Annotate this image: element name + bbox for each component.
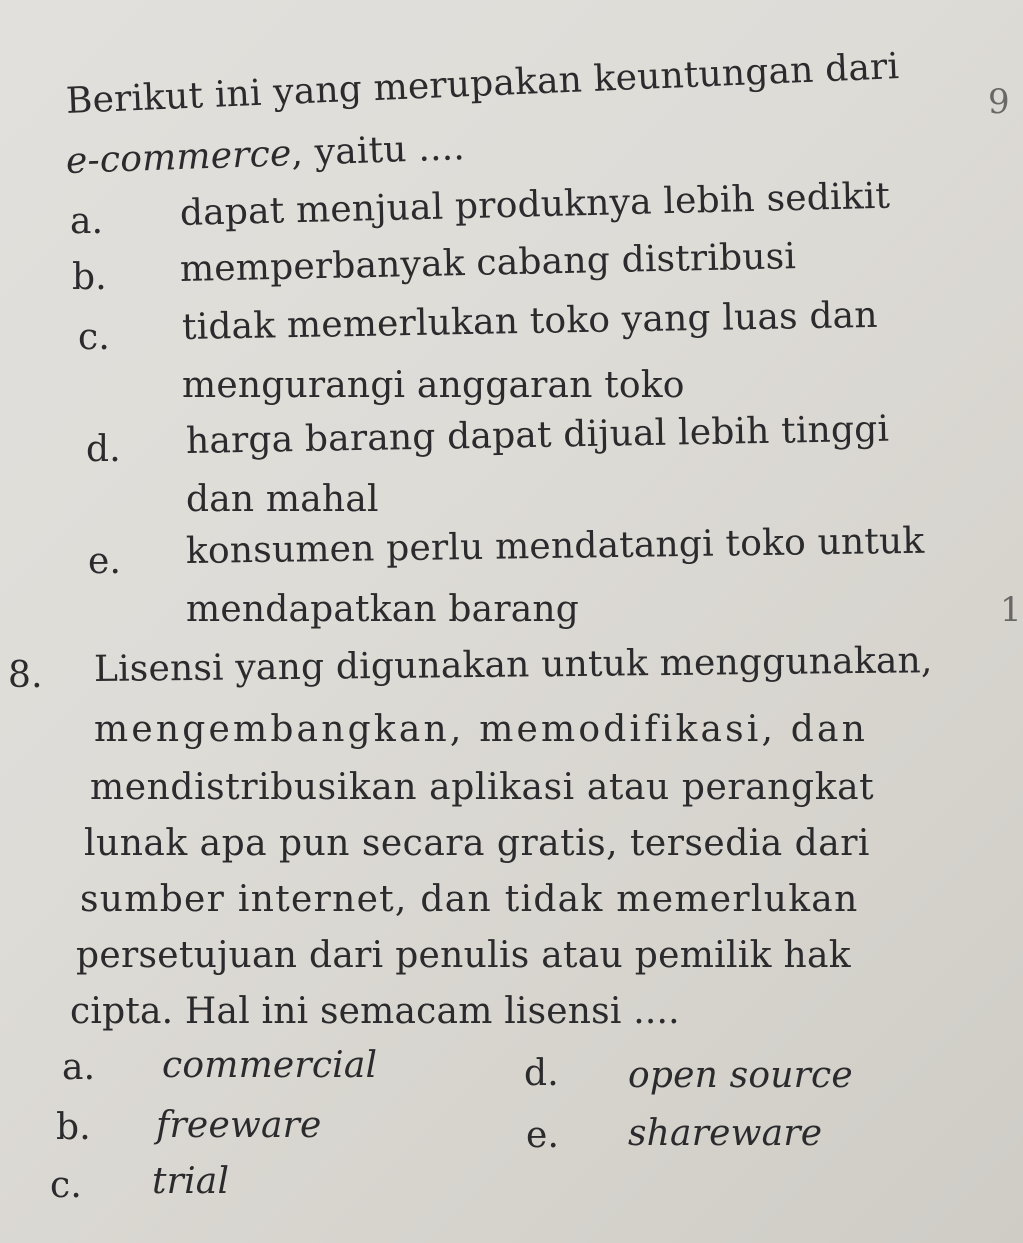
q8-option-e-letter: e. bbox=[526, 1115, 560, 1156]
q7-option-e-letter: e. bbox=[88, 541, 122, 582]
q8-option-e-text: shareware bbox=[628, 1113, 823, 1154]
q7-option-a-letter: a. bbox=[70, 201, 104, 242]
q8-number: 8. bbox=[8, 655, 43, 696]
edge-mark-mid-right: 1 bbox=[1000, 590, 1022, 630]
q7-option-a-text: dapat menjual produknya lebih sedikit bbox=[179, 175, 891, 234]
q8-stem-line-7: cipta. Hal ini semacam lisensi .... bbox=[70, 991, 680, 1032]
q7-option-c-letter: c. bbox=[78, 317, 111, 358]
q8-option-a-letter: a. bbox=[62, 1047, 96, 1088]
q7-option-e-text-line-1: konsumen perlu mendatangi toko untuk bbox=[185, 520, 925, 572]
q7-option-d-letter: d. bbox=[86, 429, 121, 470]
q8-stem-line-2: mengembangkan, memodifikasi, dan bbox=[94, 709, 869, 750]
q8-stem-line-4: lunak apa pun secara gratis, tersedia dari bbox=[84, 823, 870, 864]
q7-stem-line-2-rest: , yaitu .... bbox=[290, 127, 466, 175]
q7-option-b-letter: b. bbox=[72, 257, 107, 298]
q7-term-ecommerce: e-commerce bbox=[65, 133, 293, 182]
q7-option-d-text-line-1: harga barang dapat dijual lebih tinggi bbox=[185, 408, 890, 462]
q8-option-a-text: commercial bbox=[162, 1045, 378, 1086]
q7-option-c-text-line-1: tidak memerlukan toko yang luas dan bbox=[181, 294, 879, 348]
edge-mark-top-right: 9 bbox=[988, 82, 1010, 122]
q7-option-c-text-line-2: mengurangi anggaran toko bbox=[182, 365, 685, 406]
q7-option-b-text: memperbanyak cabang distribusi bbox=[179, 236, 797, 290]
q8-stem-line-6: persetujuan dari penulis atau pemilik hak bbox=[76, 935, 851, 976]
q7-option-d-text-line-2: dan mahal bbox=[186, 479, 379, 520]
q8-option-c-text: trial bbox=[152, 1161, 230, 1202]
q8-stem-line-1: Lisensi yang digunakan untuk menggunakan, bbox=[93, 640, 933, 690]
q7-stem-line-2 bbox=[65, 127, 466, 182]
q8-option-d-letter: d. bbox=[524, 1053, 559, 1094]
q7-option-e-text-line-2: mendapatkan barang bbox=[186, 589, 580, 630]
q8-stem-line-5: sumber internet, dan tidak memerlukan bbox=[80, 879, 859, 920]
q8-option-b-letter: b. bbox=[56, 1107, 91, 1148]
q8-option-b-text: freeware bbox=[156, 1105, 322, 1146]
q7-stem-line-1: Berikut ini yang merupakan keuntungan dari bbox=[65, 46, 900, 122]
q8-stem-line-3: mendistribusikan aplikasi atau perangkat bbox=[90, 767, 875, 808]
q8-option-d-text: open source bbox=[628, 1055, 853, 1096]
q8-option-c-letter: c. bbox=[50, 1165, 83, 1206]
